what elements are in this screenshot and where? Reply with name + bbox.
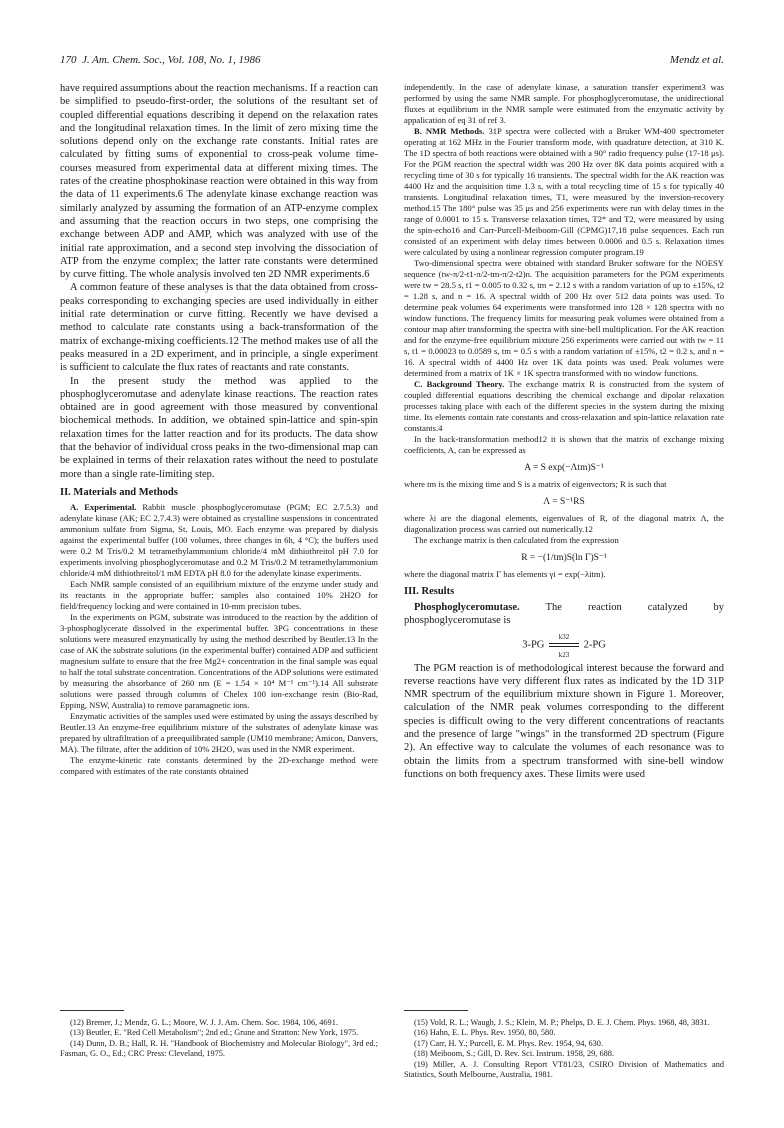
footnote-13: (13) Beutler, E. "Red Cell Metabolism"; 2nd ed.; Grune and Stratton: New York, 1975. [70,1028,359,1038]
product-2pg: 2-PG [583,639,606,650]
equilibrium-arrow-icon [547,632,581,659]
left-column [60,82,378,777]
section-heading-methods: II. Materials and Methods [60,486,178,498]
right-paragraph-1: independently. In the case of adenylate kinase, a saturation transfer experiment3 was performed by using the same NMR sample. For phosphoglyceromutase, the unidirectional fluxes at equilibrium in the NMR sample were estimated from the enzymatic activity by appalication of eq 31 of ref 3. [404,82,724,125]
experimental-lead: A. Experimental. [70,501,137,512]
footnote-rule-left [60,1010,124,1011]
intro-paragraph-1: have required assumptions about the reaction mechanisms. If a reaction can be simplified to pseudo-first-order, the solutions of the resultant set of coupled differential equations describing it depend on the relaxation rates and the longitudinal relaxation times. In the limit of zero mixing time the solutions depend only on the exchange rate constants. Initial rates are calculated by fitting sums of exponential to cross-peak volume time-courses measured from experimental data at different mixing times. The rates of the creatine phosphokinase reaction were obtained in this way from the data of 11 experiments.6 The adenylate kinase exchange reaction was similarly analyzed by assuming the formation of an ATP-enzyme complex and assuming that the reaction occurs in two steps, one comprising the exchange between ADP and AMP, which was analyzed with use of the initial rate approximation, and a second step involving the dissociation of ATP from the enzyme complex; the latter rate constants were determined by curve fitting. The whole analysis involved ten 2D NMR experiments.6 [60,83,378,281]
rate-constant-reverse: k23 [558,650,570,659]
footnote-15: (15) Vold, R. L.; Waugh, J. S.; Klein, M. P.; Phelps, D. E. J. Chem. Phys. 1968, 48, 3831. [414,1018,710,1027]
header-left [60,54,261,66]
eigenvalue-paragraph: where λi are the diagonal elements, eigenvalues of R, of the diagonal matrix Λ, the diagonalization process was carried out numerically.12 [404,513,724,534]
nmr-methods-paragraph [404,126,724,258]
reactant-3pg: 3-PG [522,639,545,650]
reaction-scheme [404,632,724,659]
right-column [404,82,724,781]
two-d-spectra-paragraph: Two-dimensional spectra were obtained with standard Bruker software for the NOESY sequence (tw-π/2-t1-π/2-tm-π/2-t2)n. The acquisition parameters for the PGM experiments were tw = 28.5 s, t1 = 0.005 to 0.32 s, tm = 2.12 s with a random variation of up to ±15%, t2 = 1.28 s, and n = 16. A spectral width of 200 Hz over 512 data points was used. To determine peak volumes 64 experiments were transformed into 128 × 128 spectra with no window functions. The frequency limits for measuring peak volumes were obtained from a contour map after transforming the spectra with sine-bell multiplication. For the AK reaction and for the enzyme-free equilibrium mixture 256 experiments were carried out with tw = 11 s, t1 = 0.00023 to 0.0589 s, tm = 0.5 s with a random variation of ±15%, t2 = 0.2 s, and n = 16. A spectral width of 4400 Hz over 1K data points was used. Peak volumes were determined from a matrix of 1K × 1K spectra transformed with no window functions. [404,258,724,378]
exchange-matrix-paragraph: The exchange matrix is then calculated from the expression [414,535,619,545]
pgm-discussion-paragraph: The PGM reaction is of methodological interest because the forward and reverse reactions have very different flux rates as indicated by the 1D 31P NMR spectrum of the equilibrium mixture shown in Figure 1. Moreover, calculation of the NMR peak volumes corresponding to the different species is difficult owing to the very different concentrations of reactants and the presence of large "wings" in the transformed 2D spectrum (Figure 2). An effective way to calculate the volumes of each resonance was to obtain the limits from a spectrum transformed with sine-bell window functions on both frequency axes. These limits were used [404,662,724,780]
intro-paragraph-2: A common feature of these analyses is that the data obtained from cross-peaks corresponding to exchanging species are used individually in either initial rate determination or curve fitting. Recently we have devised a method to calculate rate constants using a back-transformation of the matrix of exchange-mixing coefficients.12 The method makes use of all the peaks measured in a 2D experiment, and in principle, a single experiment is sufficient to calculate the flux rates of reactants and rate constants. [60,282,378,374]
journal-citation: J. Am. Chem. Soc., Vol. 108, No. 1, 1986 [82,54,261,66]
background-theory-paragraph [404,379,724,434]
methods-paragraph-4: Enzymatic activities of the samples used were estimated by using the assays described by Beutler.13 An enzyme-free equilibrium mixture of the substrates of adenylate kinase was prepared by ultrafiltration of a preequilibrated sample (UM10 membrane; Amicon, Danvers, MA). The filtrate, after the addition of 10% 2H2O, was used in the NMR experiment. [60,710,378,754]
background-theory-text: The exchange matrix R is constructed from the system of coupled differential equations describing the chemical exchange and dipolar relaxation processes taking place with each of the different species in the system during the mixing time. Its elements contain rate constants and cross-relaxation and spin-lattice relaxation rate constants.4 [404,379,724,433]
reverse-arrow-line [549,646,579,647]
footnote-17: (17) Carr, H. Y.; Purcell, E. M. Phys. Rev. 1954, 94, 630. [414,1038,604,1048]
forward-arrow-line [549,643,579,644]
footnote-14: (14) Dunn, D. B.; Hall, R. H. "Handbook of Biochemistry and Molecular Biology", 3rd ed.; Fasman, G. O., Ed.; CRC Press: Cleveland, 1975. [60,1038,378,1059]
methods-paragraph-5: The enzyme-kinetic rate constants determined by the 2D-exchange method were compared with estimates of the rate constants obtained [60,754,378,776]
pgm-lead: Phosphoglyceromutase. [414,602,520,613]
footnote-16: (16) Hahn, E. L. Phys. Rev. 1950, 80, 580. [414,1028,556,1038]
experimental-text: Rabbit muscle phosphoglyceromutase (PGM; EC 2.7.5.3) and adenylate kinase (AK; EC 2.7.4.3) were obtained as crystalline suspensions in concentrated ammonium sulfate from Sigma, St. Louis, MO. Each enzyme was prepared by dialysis against the experimental buffer (100 volumes, three changes in 6h, 4 °C); the buffers used were 0.2 M Tris/0.2 M tetramethylammonium chloride/4 mM dithiothreitol pH 7.0 for experiments involving phosphoglyceromutase and 0.2 M Tris/0.2 M tetramethylammonium chloride/4 mM dithiothreitol/1 mM EDTA pH 8.0 for the adenylate kinase experiments. [60,501,378,578]
equation-a: A = S exp(−Λtm)S⁻¹ [524,463,604,473]
back-transformation-paragraph: In the back-transformation method12 it is shown that the matrix of exchange mixing coefficients, A, can be expressed as [404,434,724,455]
nmr-methods-text: 31P spectra were collected with a Bruker WM-400 spectrometer operating at 162 MHz in the Fourier transform mode, with quadrature detection, at 310 K. The 1D spectra of both reactions were obtained with a 90° radio frequency pulse (17-18 μs). For the PGM reaction the spectral width was 200 Hz over 8K data points acquired with a recycling time of 30 s for typically 16 transients. The spectral width for the AK reaction was 4400 Hz and the acquisition time 1.3 s, with a total recycling time of 15 s for typically 40 transients. Longitudinal relaxation times, T1, were measured by the inversion-recovery method.15 The 180° pulse was 35 μs and 256 experiments were run with delay times in the range of 0.0001 to 15 s. Transverse relaxation times, T2* and T2, were measured by using the spin-echo16 and Carr-Purcell-Meiboom-Gill (CPMG)17,18 pulse sequences. Each run consisted of an experiment with delay times between 0.0006 and 0.5 s. Relaxation times were calculated by using a nonlinear regression computer program.19 [404,126,724,257]
equation-r: R = −(1/tm)S(ln Γ)S⁻¹ [521,553,607,563]
footnote-12: (12) Bremer, J.; Mendz, G. L.; Moore, W. J. J. Am. Chem. Soc. 1984, 106, 4691. [70,1018,338,1027]
footnote-19: (19) Miller, A. J. Consulting Report VT81/23, CSIRO Division of Mathematics and Statistics, South Melbourne, Australia, 1981. [404,1059,724,1080]
eigenvector-paragraph: where tm is the mixing time and S is a matrix of eigenvectors; R is such that [404,479,667,489]
equation-lambda: Λ = S⁻¹RS [543,497,585,507]
nmr-methods-lead: B. NMR Methods. [414,126,485,136]
header-author: Mendz et al. [669,54,724,66]
footnote-rule-right [404,1010,468,1011]
page-number: 170 [60,54,77,66]
footnote-18: (18) Meiboom, S.; Gill, D. Rev. Sci. Instrum. 1958, 29, 688. [414,1049,614,1059]
footnotes-left [60,1018,378,1060]
background-theory-lead: C. Background Theory. [414,379,505,389]
running-header [60,54,724,70]
section-heading-results: III. Results [404,586,455,597]
methods-experimental-paragraph [60,502,378,579]
methods-paragraph-2: Each NMR sample consisted of an equilibrium mixture of the enzyme under study and its reactants in the appropriate buffer; samples also contained 10% 2H2O for field/frequency locking and were contained in 10-mm precision tubes. [60,578,378,611]
rate-constant-forward: k32 [558,632,570,641]
methods-paragraph-3: In the experiments on PGM, substrate was introduced to the reaction by the addition of 3-phosphoglycerate dissolved in the experimental buffer. 3PG concentrations in these solutions were measured enzymatically by using the method described by Beutler.13 In the case of AK the substrate solutions (in the experimental buffer) contained ADP and sufficient magnesium sulfate to ensure that the free Mg2+ concentration in the final sample was equal to half the total substrate concentration. Concentrations of the ADP solutions were estimated by measuring the absorbance of 260 nm (E = 1.54 × 10⁴ M⁻¹ cm⁻¹).14 All substrate solutions were passed through columns of Chelex 100 ion-exchange resin (Bio-Rad, Epping, NSW, Australia) to remove paramagnetic ions. [60,611,378,710]
pgm-intro-text: The reaction catalyzed by phosphoglyceromutase is [404,602,724,627]
pgm-intro-paragraph [404,601,724,628]
footnotes-right [404,1018,724,1080]
gamma-paragraph: where the diagonal matrix Γ has elements γi = exp(−λitm). [404,569,606,579]
intro-paragraph-3: In the present study the method was applied to the phosphoglyceromutase and adenylate kinase reactions. The reaction rates obtained are in good agreement with those measured by conventional biochemical methods. In addition, we obtained spin-lattice and spin-spin relaxation times for the latter reaction and for its products. The data show that the behavior of individual cross peaks in the two-dimensional map can be explained in terms of their relaxation rates without the need to postulate more than a single rate-limiting step. [60,375,378,480]
